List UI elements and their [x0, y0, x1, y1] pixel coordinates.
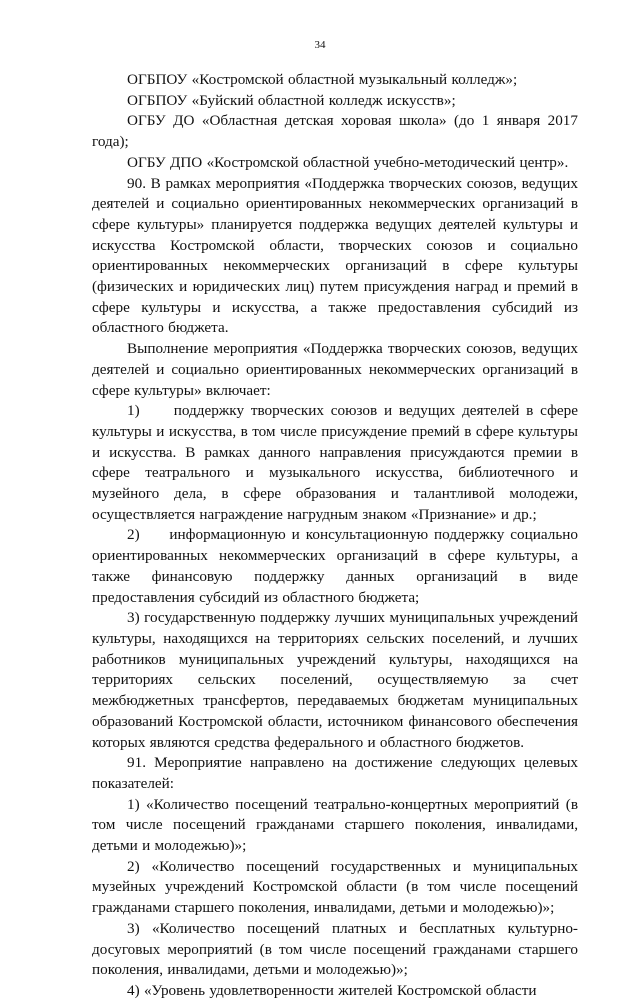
paragraph-indicator-2: 2) «Количество посещений государственных и муниципальных музейных учреждений Костромской области (в том числе посещений гражданами старшего поколения, инвалидами, детьми и молодежью)»;: [92, 857, 578, 917]
paragraph-measure-intro: Выполнение мероприятия «Поддержка творческих союзов, ведущих деятелей и социально ориентированных некоммерческих организаций в сфере культуры» включает:: [92, 340, 578, 399]
paragraph-measure-3: 3) государственную поддержку лучших муниципальных учреждений культуры, находящихся на территориях сельских поселений, и лучших работников муниципальных учреждений культуры, находящихся на территориях сельских поселений, осуществляемую за счет межбюджетных трансфертов, передаваемых бюджетам муниципальных образований Костромской области, источником финансового обеспечения которых являются средства федерального и областного бюджетов.: [92, 609, 578, 751]
paragraph-item-90: 90. В рамках мероприятия «Поддержка творческих союзов, ведущих деятелей и социально ориентированных некоммерческих организаций в сфере культуры» планируется поддержка ведущих деятелей культуры и искусства Костромской области, творческих союзов и социально ориентированных некоммерческих организаций в сфере культуры (физических и юридических лиц) путем присуждения наград и премий в сфере культуры и искусства, а также предоставления субсидий из областного бюджета.: [92, 174, 578, 337]
paragraph-item-91: 91. Мероприятие направлено на достижение следующих целевых показателей:: [92, 754, 578, 792]
paragraph-measure-1: 1) поддержку творческих союзов и ведущих деятелей в сфере культуры и искусства, в том числе присуждение премий в сфере культуры и искусства. В рамках данного направления присуждаются премии в сфере театрального и музыкального искусства, библиотечного и музейного дела, в сфере образования и талантливой молодежи, осуществляется награждение нагрудным знаком «Признание» и др.;: [92, 402, 578, 523]
paragraph-institution-2: ОГБПОУ «Буйский областной колледж искусств»;: [127, 91, 456, 109]
paragraph-institution-3: ОГБУ ДО «Областная детская хоровая школа» (до 1 января 2017 года);: [92, 112, 578, 151]
page-number: 34: [314, 39, 326, 51]
paragraph-indicator-1: 1) «Количество посещений театрально-концертных мероприятий (в том числе посещений гражданами старшего поколения, инвалидами, детьми и молодежью)»;: [92, 795, 578, 855]
paragraph-institution-1: ОГБПОУ «Костромской областной музыкальный колледж»;: [127, 71, 518, 88]
document-body: [92, 70, 578, 1002]
paragraph-measure-2: 2) информационную и консультационную поддержку социально ориентированных некоммерческих организаций в сфере культуры, а также финансовую поддержку данных организаций в виде предоставления субсидий из областного бюджета;: [92, 526, 578, 606]
paragraph-indicator-3: 3) «Количество посещений платных и бесплатных культурно-досуговых мероприятий (в том числе посещений гражданами старшего поколения, инвалидами, детьми и молодежью)»;: [92, 919, 578, 979]
paragraph-institution-4: ОГБУ ДПО «Костромской областной учебно-методический центр».: [127, 153, 569, 171]
paragraph-indicator-4: 4) «Уровень удовлетворенности жителей Костромской области: [127, 981, 537, 999]
